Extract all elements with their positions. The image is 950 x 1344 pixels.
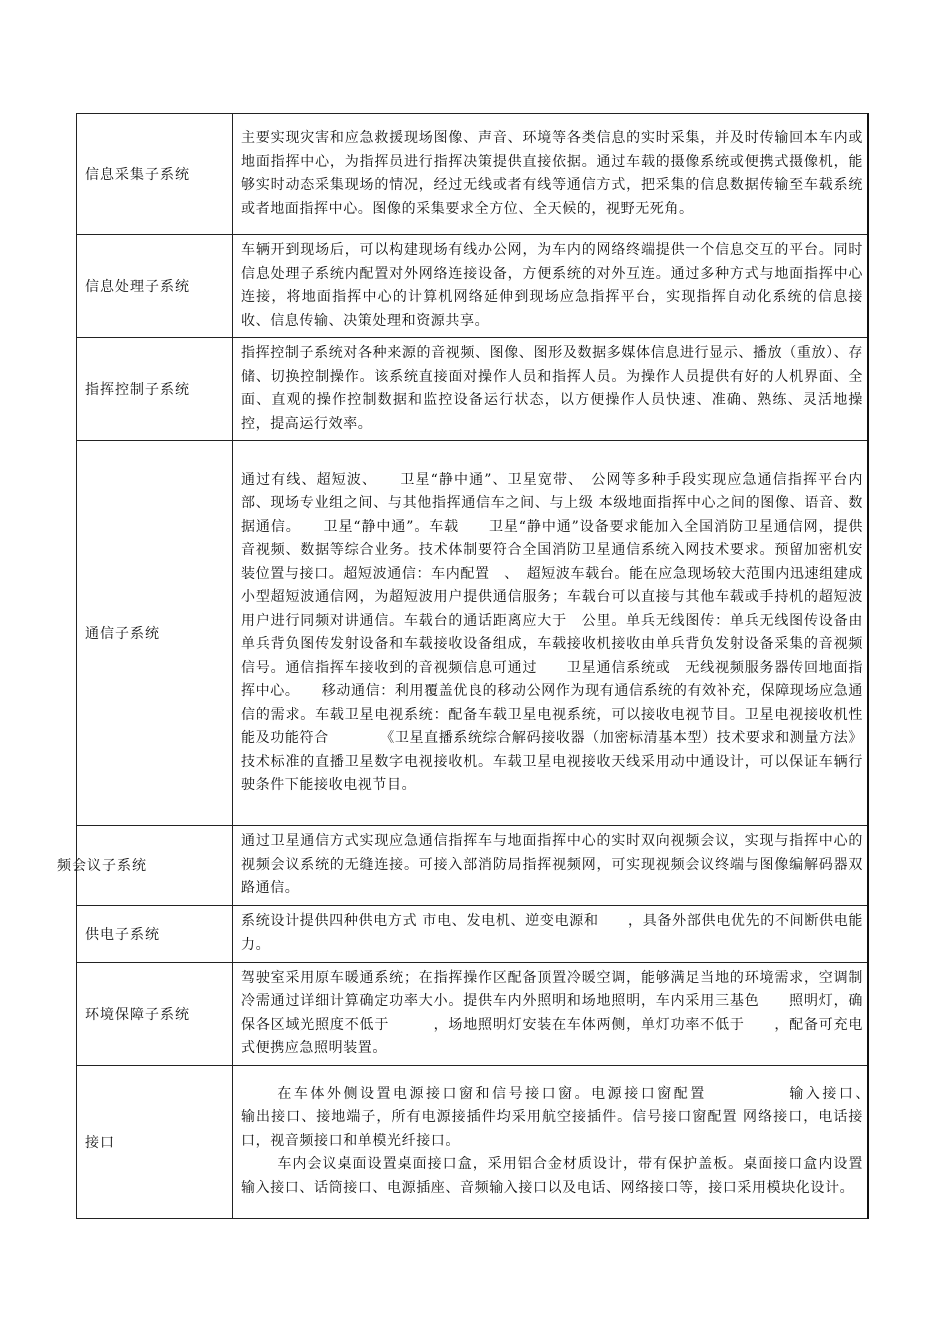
row-paragraph: 指挥控制子系统对各种来源的音视频、图像、图形及数据多媒体信息进行显示、播放（重放）、存储、切换控制操作。该系统直接面对操作人员和指挥人员。为操作人员提供有好的人机界面、全面、直观的操作控制数据和监控设备运行状态，以方便操作人员快速、准确、熟练、灵活地操控，提高运行效率。 [241, 345, 863, 432]
row-name-text: 环境保障子系统 [85, 1006, 190, 1023]
row-paragraph: 主要实现灾害和应急救援现场图像、声音、环境等各类信息的实时采集，并及时传输回本车内或地面指挥中心，为指挥员进行指挥决策提供直接依据。通过车载的摄像系统或便携式摄像机，能够实时动态采集现场的情况，经过无线或者有线等通信方式，把采集的信息数据传输至车载系统或者地面指挥中心。图像的采集要求全方位、全天候的，视野无死角。 [241, 130, 863, 217]
row-name-text: 信息采集子系统 [85, 167, 190, 183]
row-description [233, 114, 869, 235]
row-name-text: 频会议子系统 [57, 858, 147, 875]
row-paragraph: 通过卫星通信方式实现应急通信指挥车与地面指挥中心的实时双向视频会议，实现与指挥中心的视频会议系统的无缝连接。可接入部消防局指挥视频网，可实现视频会议终端与图像编解码器双路通信。 [241, 833, 863, 896]
row-name [77, 114, 233, 235]
row-paragraph: 车辆开到现场后，可以构建现场有线办公网，为车内的网络终端提供一个信息交互的平台。同时信息处理子系统内配置对外网络连接设备，方便系统的对外互连。通过多种方式与地面指挥中心连接，将地面指挥中心的计算机网络延伸到现场应急指挥平台，实现指挥自动化系统的信息接收、信息传输、决策处理和资源共享。 [241, 242, 863, 329]
row-name-text: 通信子系统 [85, 626, 160, 642]
row-paragraph: 在车体外侧设置电源接口窗和信号接口窗。电源接口窗配置 输入接口、 输出接口、接地端子，所有电源接插件均采用航空接插件。信号接口窗配置 网络接口，电话接口，视音频接口和单模光纤接口。 [241, 1085, 936, 1149]
row-paragraph: 车内会议桌面设置桌面接口盒，采用铝合金材质设计，带有保护盖板。桌面接口盒内设置 输入接口、话筒接口、电源插座、音频输入接口以及电话、网络接口等，接口采用模块化设计。 [241, 1156, 893, 1196]
table-row [77, 962, 869, 1065]
table-row [77, 826, 869, 906]
row-description [233, 962, 869, 1065]
row-name [77, 905, 233, 962]
row-name [77, 235, 233, 338]
table-row [77, 905, 869, 962]
table-row [77, 338, 869, 441]
row-name-text: 供电子系统 [85, 926, 160, 943]
table-row [77, 441, 869, 826]
row-description [233, 826, 869, 906]
row-name-text: 指挥控制子系统 [85, 382, 190, 398]
row-name-text: 信息处理子系统 [85, 279, 190, 295]
table-row [77, 1065, 869, 1218]
row-paragraph: 通过有线、超短波、 卫星“静中通”、卫星宽带、 公网等多种手段实现应急通信指挥平台内部、现场专业组之间、与其他指挥通信车之间、与上级 本级地面指挥中心之间的图像、语音、数据通信。 卫星“静中通”。车载 卫星“静中通”设备要求能加入全国消防卫星通信网，提供音视频、数据等综合业务。技术体制要符合全国消防卫星通信系统入网技术要求。预留加密机安装位置与接口。超短波通信：车内配置 、 超短波车载台。能在应急现场较大范围内迅速组建成小型超短波通信网，为超短波用户提供通信服务；车载台可以直接与其他车载或手持机的超短波用户进行同频对讲通信。车载台的通话距离应大于 公里。单兵无线图传：单兵无线图传设备由单兵背负图传发射设备和车载接收设备组成，车载接收机接收由单兵背负发射设备采集的音视频信号。通信指挥车接收到的音视频信息可通过 卫星通信系统或 无线视频服务器传回地面指挥中心。 移动通信：利用覆盖优良的移动公网作为现有通信系统的有效补充，保障现场应急通信的需求。车载卫星电视系统：配备车载卫星电视系统，可以接收电视节目。卫星电视接收机性能及功能符合 《卫星直播系统综合解码接收器（加密标清基本型）技术要求和测量方法》技术标准的直播卫星数字电视接收机。车载卫星电视接收天线采用动中通设计，可以保证车辆行驶条件下能接收电视节目。 [241, 471, 863, 793]
row-description [233, 235, 869, 338]
row-paragraph: 系统设计提供四种供电方式 市电、发电机、逆变电源和 ，具备外部供电优先的不间断供电能力。 [241, 913, 863, 953]
row-paragraph: 驾驶室采用原车暖通系统；在指挥操作区配备顶置冷暖空调，能够满足当地的环境需求，空调制冷需通过详细计算确定功率大小。提供车内外照明和场地照明，车内采用三基色 照明灯，确保各区域光照度不低于 ，场地照明灯安装在车体两侧，单灯功率不低于 ，配备可充电式便携应急照明装置。 [241, 969, 863, 1056]
row-description [233, 1065, 936, 1218]
subsystem-table [57, 113, 936, 1219]
table-row [77, 114, 869, 235]
row-description [233, 905, 869, 962]
row-name-text: 接口 [85, 1134, 115, 1151]
row-description [233, 441, 869, 826]
row-name [77, 1065, 233, 1218]
row-name [77, 441, 233, 826]
row-name [77, 338, 233, 441]
table-row [77, 235, 869, 338]
row-description [233, 338, 869, 441]
row-name [57, 826, 233, 906]
row-name [77, 962, 233, 1065]
